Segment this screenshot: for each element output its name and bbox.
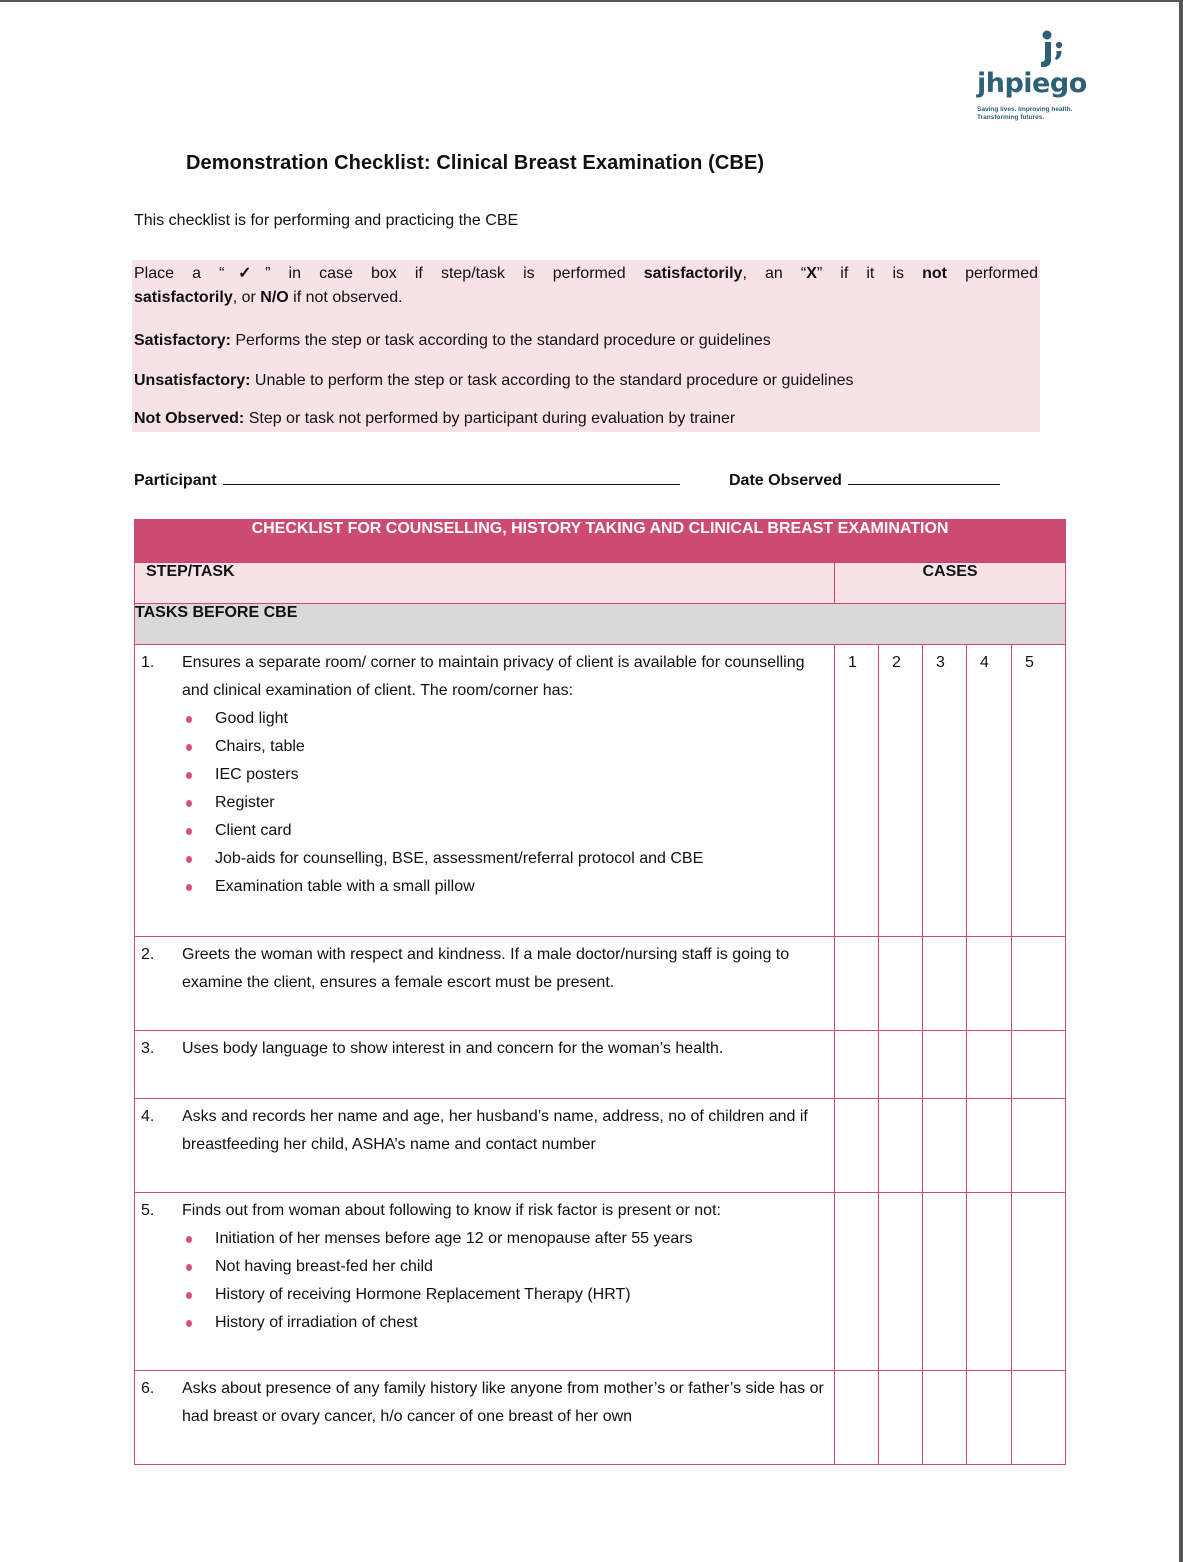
task-text: Asks and records her name and age, her husband’s name, address, no of children and if breastfeeding her child, ASHA’s name and contact number: [182, 1108, 808, 1153]
text: , or: [232, 289, 261, 306]
case-5-cell[interactable]: [1012, 1099, 1066, 1193]
list-item: Not having breast-fed her child: [182, 1253, 824, 1281]
text: ” in case box if step/task is performed: [265, 265, 644, 282]
text: , an “: [742, 265, 807, 282]
case-3-cell[interactable]: [923, 645, 967, 937]
case-5-cell[interactable]: [1012, 937, 1066, 1031]
task-text: Asks about presence of any family history like anyone from mother’s or father’s side has or had breast or ovary cancer, h/o cancer of one breast of her own: [182, 1380, 824, 1425]
case-3-cell[interactable]: [923, 1193, 967, 1371]
page-border: [0, 0, 1183, 2]
emphasis: not: [922, 265, 947, 282]
logo-wordmark: jhpiego: [977, 68, 1087, 99]
column-header-step-task: STEP/TASK: [135, 563, 835, 604]
list-item: History of receiving Hormone Replacement Therapy (HRT): [182, 1281, 824, 1309]
document-intro: This checklist is for performing and practicing the CBE: [134, 212, 519, 229]
case-3-cell[interactable]: [923, 1099, 967, 1193]
case-2-cell[interactable]: [879, 645, 923, 937]
jhpiego-logo: [975, 30, 1090, 130]
text: performed: [947, 265, 1039, 282]
task-number: 2.: [141, 946, 155, 963]
task-number: 3.: [141, 1040, 155, 1057]
participant-field: [134, 470, 680, 490]
logo-tagline-line1: Saving lives. Improving health.: [977, 106, 1073, 113]
task-cell: [135, 1031, 835, 1099]
task-cell: [135, 1099, 835, 1193]
definition-satisfactory: [134, 330, 771, 352]
case-3-cell[interactable]: [923, 937, 967, 1031]
text: if not observed.: [288, 289, 403, 306]
case-2-cell[interactable]: [879, 1099, 923, 1193]
list-item: Chairs, table: [182, 733, 824, 761]
table-row: [135, 1193, 1066, 1371]
case-4-cell[interactable]: [967, 937, 1012, 1031]
table-row: [135, 1371, 1066, 1465]
list-item: Job-aids for counselling, BSE, assessment/referral protocol and CBE: [182, 845, 824, 873]
checkmark-icon: ✓: [224, 265, 266, 282]
x-mark: X: [806, 265, 817, 282]
list-item: Register: [182, 789, 824, 817]
case-5-cell[interactable]: [1012, 1031, 1066, 1099]
list-item: Examination table with a small pillow: [182, 873, 824, 901]
case-5-cell[interactable]: [1012, 645, 1066, 937]
task-text: Greets the woman with respect and kindness. If a male doctor/nursing staff is going to examine the client, ensures a female escort must be present.: [182, 946, 790, 991]
case-4-cell[interactable]: [967, 1099, 1012, 1193]
case-2-cell[interactable]: [879, 1371, 923, 1465]
definition-text: Step or task not performed by participant during evaluation by trainer: [244, 410, 736, 427]
section-row: [135, 604, 1066, 645]
case-number: 3: [936, 654, 945, 671]
case-4-cell[interactable]: [967, 1371, 1012, 1465]
definition-label: Not Observed:: [134, 410, 245, 427]
document-title: Demonstration Checklist: Clinical Breast Examination (CBE): [186, 152, 765, 174]
case-5-cell[interactable]: [1012, 1193, 1066, 1371]
case-3-cell[interactable]: [923, 1031, 967, 1099]
case-2-cell[interactable]: [879, 1031, 923, 1099]
task-cell: [135, 937, 835, 1031]
definition-unsatisfactory: [134, 370, 854, 392]
task-bullet-list: [141, 705, 824, 901]
task-text: Uses body language to show interest in and concern for the woman’s health.: [182, 1040, 724, 1057]
table-row: [135, 937, 1066, 1031]
list-item: IEC posters: [182, 761, 824, 789]
definition-text: Unable to perform the step or task according to the standard procedure or guidelines: [250, 372, 854, 389]
page-border: [1179, 0, 1183, 1562]
definition-not-observed: [134, 408, 735, 430]
case-1-cell[interactable]: [835, 1371, 879, 1465]
column-header-cases: CASES: [835, 563, 1066, 604]
case-5-cell[interactable]: [1012, 1371, 1066, 1465]
table-banner: CHECKLIST FOR COUNSELLING, HISTORY TAKING AND CLINICAL BREAST EXAMINATION: [135, 520, 1066, 563]
case-1-cell[interactable]: [835, 645, 879, 937]
section-title: TASKS BEFORE CBE: [135, 604, 1066, 645]
instructions-line-2: [134, 287, 403, 309]
checklist-table: [134, 519, 1066, 1465]
task-number: 1.: [141, 654, 155, 671]
task-text: Finds out from woman about following to know if risk factor is present or not:: [182, 1202, 721, 1219]
participant-label: Participant: [134, 472, 217, 489]
definition-text: Performs the step or task according to the standard procedure or guidelines: [230, 332, 771, 349]
jhpiego-mark-icon: [1033, 30, 1073, 70]
text: ” if it is: [816, 265, 923, 282]
instructions-box: [132, 260, 1040, 432]
date-observed-field: [729, 470, 1000, 490]
task-cell: [135, 1193, 835, 1371]
case-1-cell[interactable]: [835, 1099, 879, 1193]
case-number: 1: [848, 654, 857, 671]
task-cell: [135, 645, 835, 937]
definition-label: Unsatisfactory:: [134, 372, 251, 389]
text: Place a “: [134, 265, 225, 282]
case-1-cell[interactable]: [835, 1031, 879, 1099]
case-4-cell[interactable]: [967, 645, 1012, 937]
table-banner-row: [135, 520, 1066, 563]
logo-tagline: [977, 106, 1072, 122]
case-number: 5: [1025, 654, 1034, 671]
list-item: Good light: [182, 705, 824, 733]
task-number: 5.: [141, 1202, 155, 1219]
list-item: Client card: [182, 817, 824, 845]
case-2-cell[interactable]: [879, 937, 923, 1031]
participant-input-line[interactable]: [223, 470, 680, 485]
case-4-cell[interactable]: [967, 1193, 1012, 1371]
case-4-cell[interactable]: [967, 1031, 1012, 1099]
case-1-cell[interactable]: [835, 1193, 879, 1371]
case-2-cell[interactable]: [879, 1193, 923, 1371]
date-observed-input-line[interactable]: [848, 470, 1000, 485]
emphasis: satisfactorily: [643, 265, 743, 282]
task-number: 4.: [141, 1108, 155, 1125]
task-cell: [135, 1371, 835, 1465]
list-item: Initiation of her menses before age 12 or menopause after 55 years: [182, 1225, 824, 1253]
instructions-line-1: [134, 263, 1038, 285]
task-text: Ensures a separate room/ corner to maintain privacy of client is available for counselling and clinical examination of client. The room/corner has:: [182, 654, 805, 699]
emphasis: satisfactorily: [134, 289, 233, 306]
case-number: 4: [980, 654, 989, 671]
table-header-row: [135, 563, 1066, 604]
table-row: [135, 1031, 1066, 1099]
task-number: 6.: [141, 1380, 155, 1397]
logo-tagline-line2: Transforming futures.: [977, 114, 1045, 121]
case-1-cell[interactable]: [835, 937, 879, 1031]
table-row: [135, 1099, 1066, 1193]
definition-label: Satisfactory:: [134, 332, 231, 349]
case-number: 2: [892, 654, 901, 671]
task-bullet-list: [141, 1225, 824, 1337]
emphasis: N/O: [260, 289, 289, 306]
date-observed-label: Date Observed: [729, 472, 842, 489]
table-row: [135, 645, 1066, 937]
case-3-cell[interactable]: [923, 1371, 967, 1465]
list-item: History of irradiation of chest: [182, 1309, 824, 1337]
